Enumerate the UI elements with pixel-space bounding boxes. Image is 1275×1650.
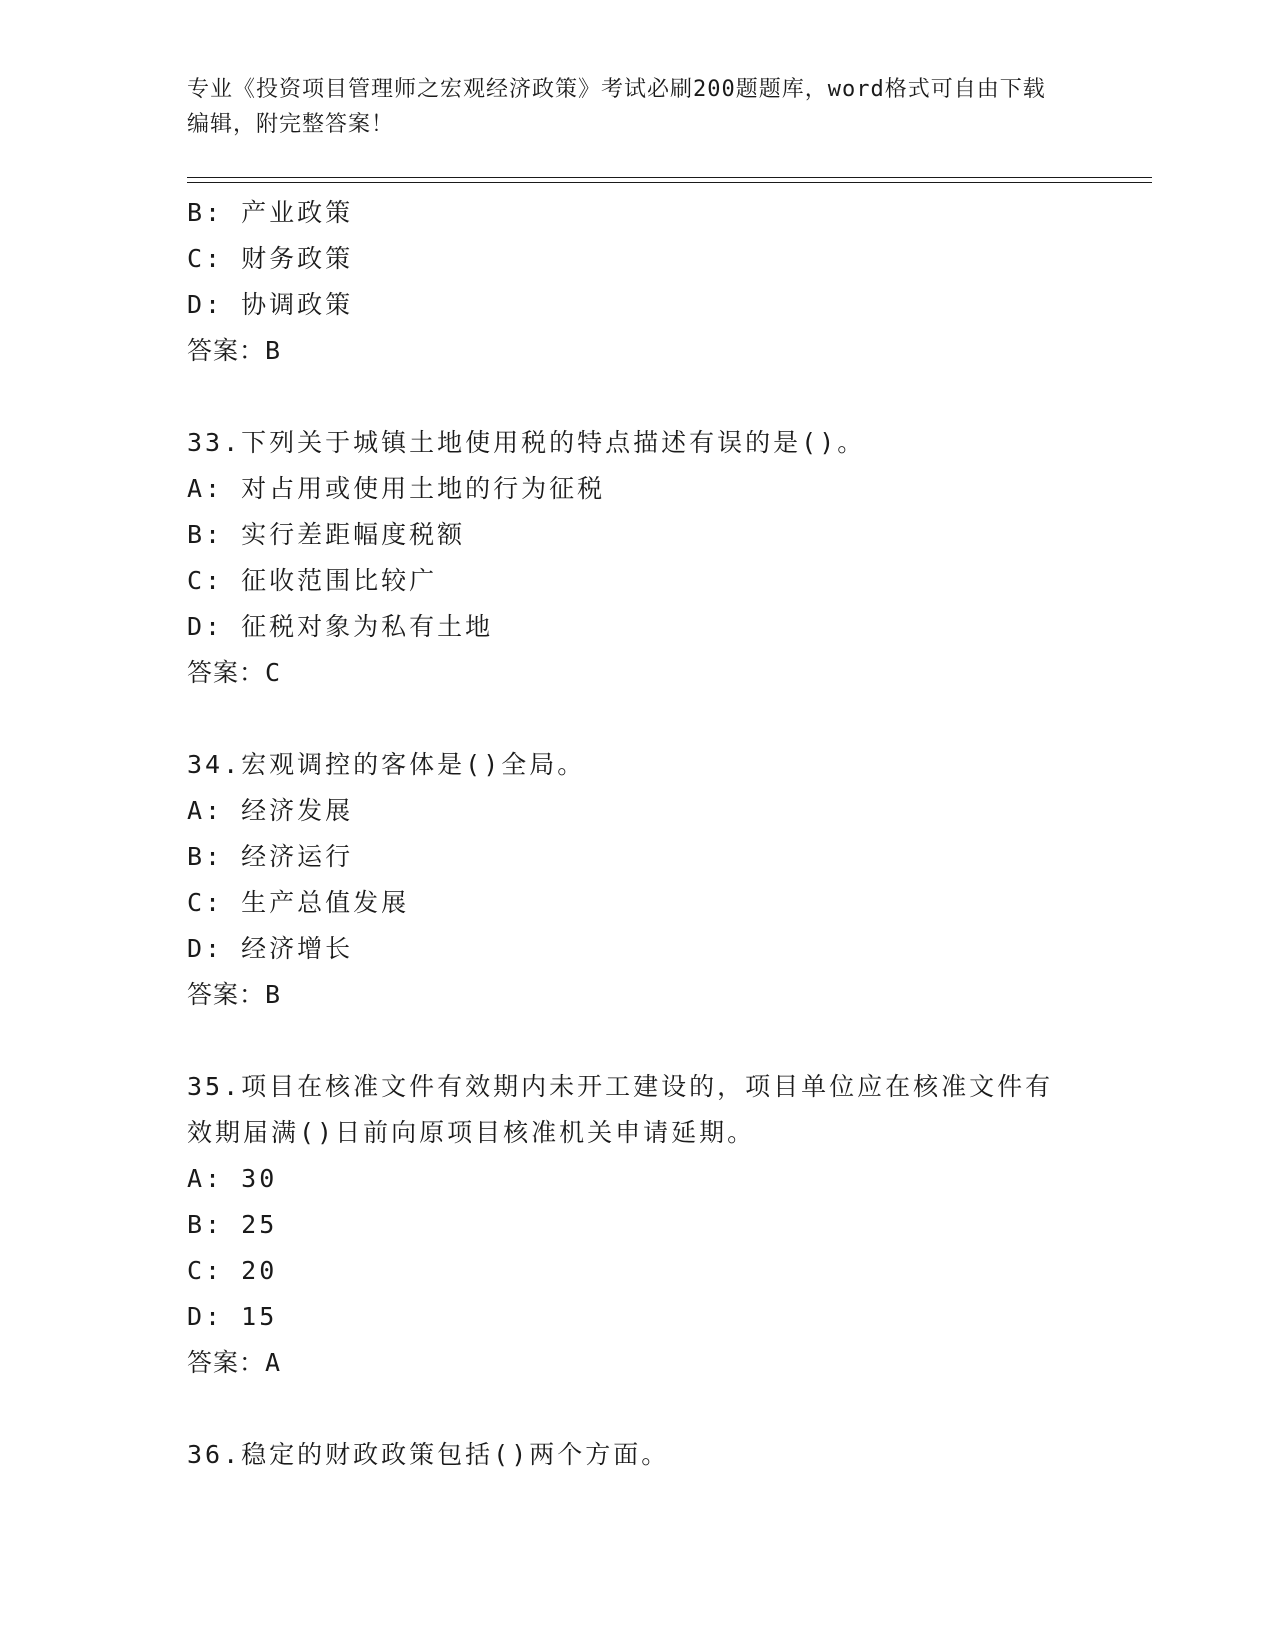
- option-d: D: 协调政策: [187, 290, 354, 319]
- answer-line: [187, 972, 1087, 1018]
- question-33: [187, 420, 1087, 696]
- answer-value: A: [265, 1348, 282, 1377]
- answer-line: [187, 328, 1087, 374]
- option-d: D: 经济增长: [187, 934, 354, 963]
- answer-value: B: [265, 336, 282, 365]
- question-36: [187, 1432, 1087, 1478]
- question-text: 34.宏观调控的客体是()全局。: [187, 750, 586, 779]
- header-divider-top: [187, 177, 1152, 178]
- header-text: 专业《投资项目管理师之宏观经济政策》考试必刷200题题库，word格式可自由下载编辑，附完整答案！: [187, 77, 1046, 137]
- answer-label: 答案：: [187, 1348, 266, 1377]
- answer-label: 答案：: [187, 980, 266, 1009]
- option-a: A: 30: [187, 1164, 278, 1193]
- option-b: B: 产业政策: [187, 198, 354, 227]
- option-b: B: 25: [187, 1210, 278, 1239]
- header-divider-bottom: [187, 182, 1152, 183]
- option-c: C: 财务政策: [187, 244, 354, 273]
- question-text: 36.稳定的财政政策包括()两个方面。: [187, 1440, 670, 1469]
- answer-line: [187, 650, 1087, 696]
- option-d: D: 征税对象为私有土地: [187, 612, 494, 641]
- answer-line: [187, 1340, 1087, 1386]
- option-c: C: 生产总值发展: [187, 888, 410, 917]
- option-a: A: 经济发展: [187, 796, 354, 825]
- option-b: B: 经济运行: [187, 842, 354, 871]
- answer-label: 答案：: [187, 336, 266, 365]
- option-c: C: 征收范围比较广: [187, 566, 438, 595]
- option-b: B: 实行差距幅度税额: [187, 520, 466, 549]
- option-d: D: 15: [187, 1302, 278, 1331]
- option-a: A: 对占用或使用土地的行为征税: [187, 474, 606, 503]
- answer-label: 答案：: [187, 658, 266, 687]
- question-text: 33.下列关于城镇土地使用税的特点描述有误的是()。: [187, 428, 866, 457]
- answer-value: B: [265, 980, 282, 1009]
- question-34: [187, 742, 1087, 1018]
- answer-value: C: [265, 658, 282, 687]
- option-c: C: 20: [187, 1256, 278, 1285]
- question-32-continuation: [187, 190, 1087, 374]
- question-35: [187, 1064, 1087, 1386]
- document-header: [187, 72, 1067, 142]
- question-text: 35.项目在核准文件有效期内未开工建设的，项目单位应在核准文件有效期届满()日前向原项目核准机关申请延期。: [187, 1072, 1054, 1147]
- document-body: [187, 190, 1087, 1478]
